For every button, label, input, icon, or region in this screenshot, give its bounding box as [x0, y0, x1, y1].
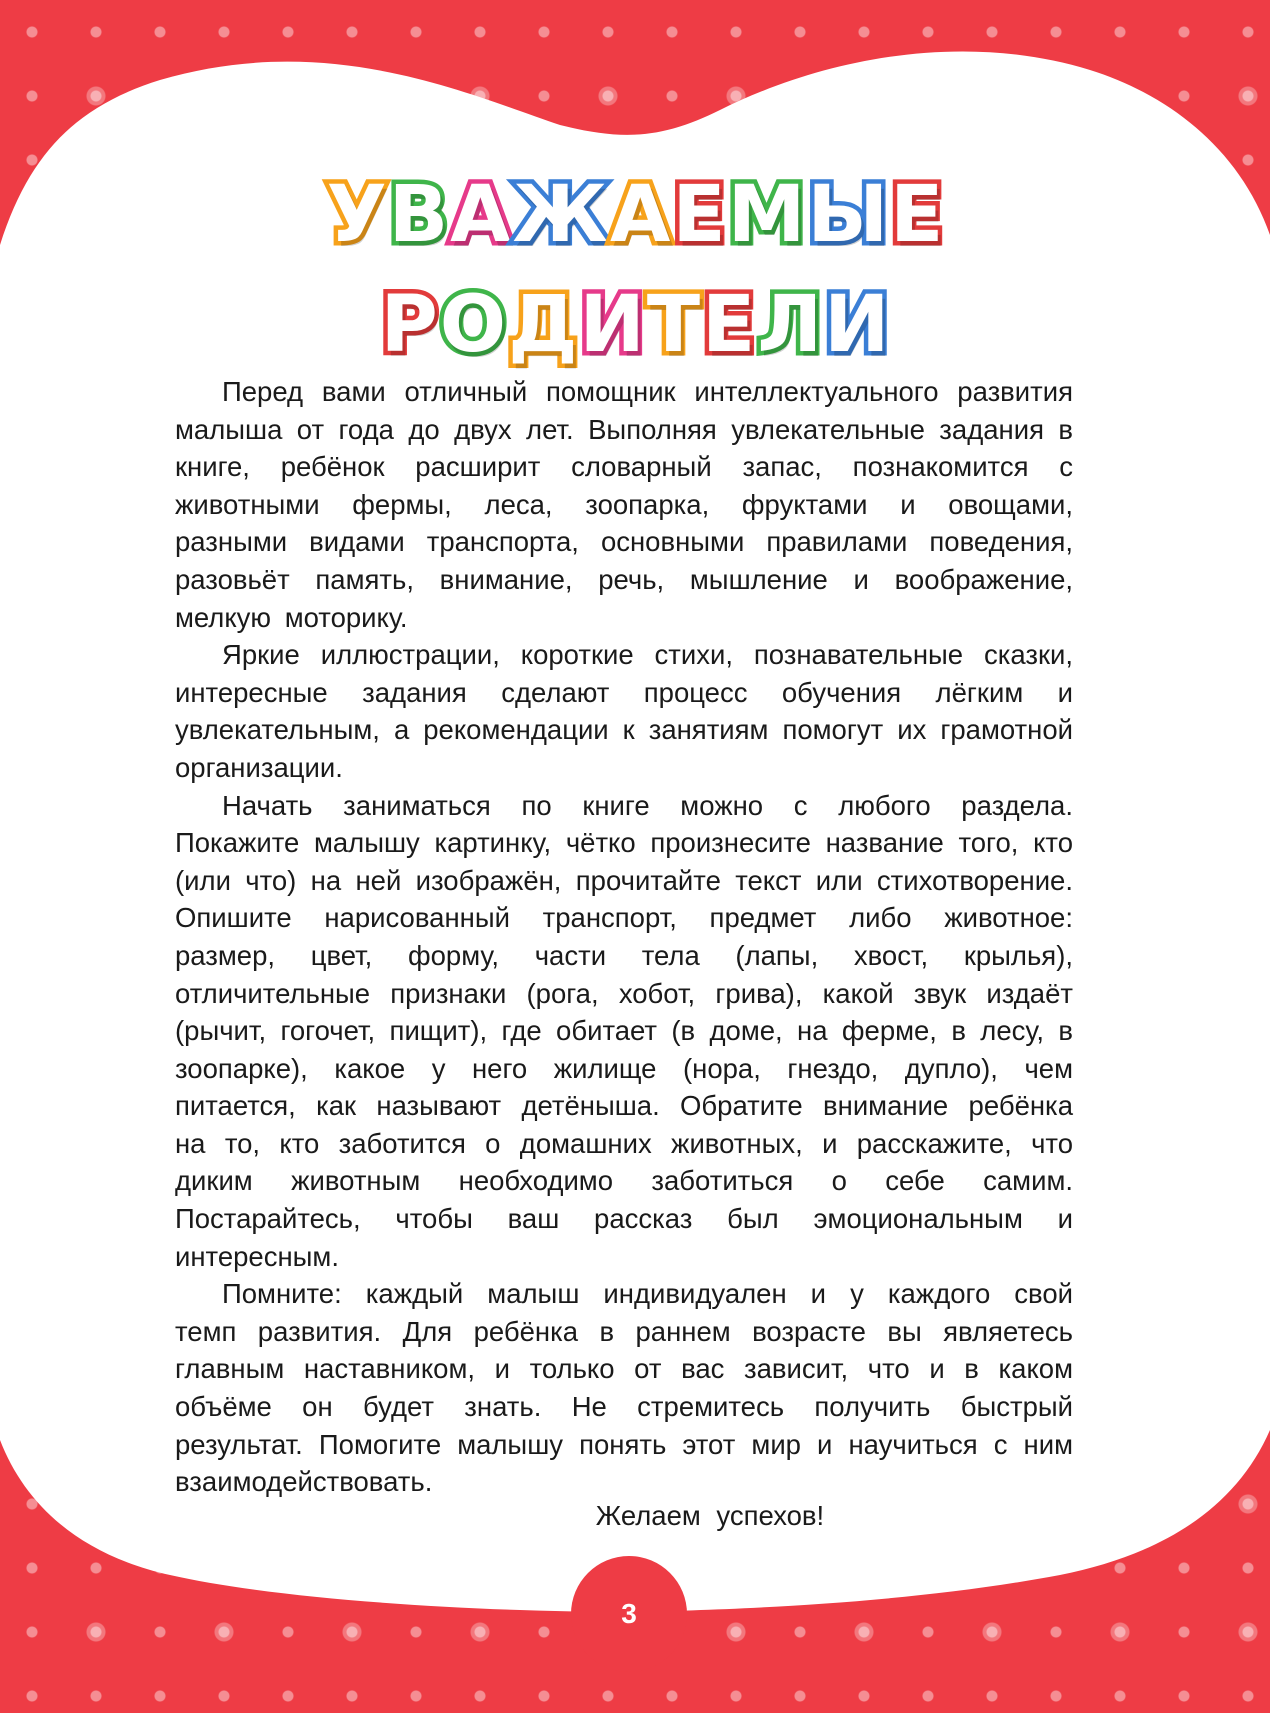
title-letter: Е: [702, 280, 756, 370]
title-line-parents: [0, 270, 1270, 380]
paragraph-illustrations: Яркие иллюстрации, короткие стихи, познавательные сказки, интересные задания сделают процесс обучения лёгким и увлекательным, а рекомендации к занятиям помогут их грамотной организации.: [175, 639, 1073, 783]
title-letter: И: [824, 280, 890, 370]
page-number: 3: [621, 1598, 637, 1629]
page-number-badge: [571, 1556, 687, 1672]
title-letter: Т: [646, 280, 701, 370]
title-letter: А: [610, 170, 671, 260]
title-letter: Р: [380, 280, 438, 370]
title-letter: Ы: [807, 170, 889, 260]
title-letter: О: [439, 280, 507, 370]
paragraph-remember: Помните: каждый малыш индивидуален и у каждого свой темп развития. Для ребёнка в раннем возрасте вы являетесь главным наставником, и только от вас зависит, что и в каком объёме он будет знать. Не стремитесь получить быстрый результат. Помогите малышу понять этот мир и научиться с ним взаимодействовать.: [175, 1278, 1073, 1498]
title-letter: Е: [672, 170, 726, 260]
paragraph-intro: Перед вами отличный помощник интеллектуального развития малыша от года до двух лет. Выполняя увлекательные задания в книге, ребёнок расширит словарный запас, познакомится с животными фермы, леса, зоопарка, фруктами и овощами, разными видами транспорта, основными правилами поведения, разовьёт память, внимание, речь, мышление и воображение, мелкую моторику.: [175, 376, 1073, 633]
title-letter: Е: [890, 170, 944, 260]
title-letter: В: [388, 170, 449, 260]
title-letter: У: [326, 170, 387, 260]
title-letter: Ж: [512, 170, 609, 260]
title-letter: Л: [757, 280, 823, 370]
closing-wish: Желаем успехов!: [595, 1500, 825, 1531]
page-title: [0, 160, 1270, 380]
title-letter: И: [579, 280, 645, 370]
paragraph-how-to-start: Начать заниматься по книге можно с любого раздела. Покажите малышу картинку, чётко произнесите название того, кто (или что) на ней изображён, прочитайте текст или стихотворение. Опишите нарисованный транспорт, предмет либо животное: размер, цвет, форму, части тела (лапы, хвост, крылья), отличительные признаки (рога, хобот, грива), какой звук издаёт (рычит, гогочет, пищит), где обитает (в доме, на ферме, в лесу, в зоопарке), какое у него жилище (нора, гнездо, дупло), чем питается, как называют детёныша. Обратите внимание ребёнка на то, кто заботится о домашних животных, и расскажите, что диким животным необходимо заботиться о себе самим. Постарайтесь, чтобы ваш рассказ был эмоциональным и интересным.: [175, 789, 1073, 1272]
title-letter: А: [450, 170, 511, 260]
body-text: [175, 373, 1073, 1501]
title-letter: М: [727, 170, 806, 260]
title-letter: Д: [508, 280, 578, 370]
title-line-dear: [0, 160, 1270, 270]
